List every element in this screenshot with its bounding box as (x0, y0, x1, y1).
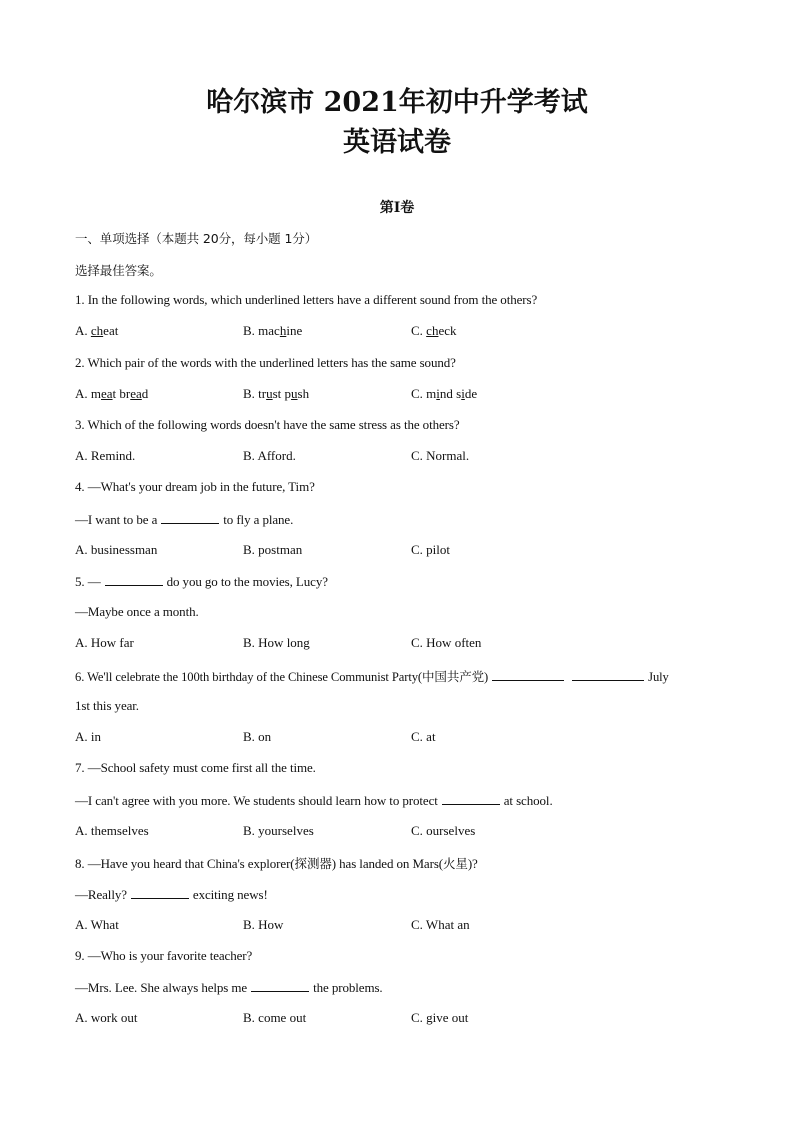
question-6-option-a: A. in (75, 729, 101, 744)
question-9-option-c: C. give out (411, 1010, 469, 1025)
question-9-option-a: A. work out (75, 1010, 138, 1025)
exam-title: 哈尔滨市 2021年初中升学考试 (206, 87, 588, 118)
section-label: 第I卷 (379, 200, 415, 216)
answer-blank[interactable] (492, 668, 564, 681)
question-7-line-1: 7. —School safety must come first all the time. (75, 760, 316, 775)
question-8-option-a: A. What (75, 917, 119, 932)
question-9-option-b: B. come out (243, 1010, 307, 1025)
question-4-option-c: C. pilot (411, 542, 451, 557)
answer-blank[interactable] (131, 886, 189, 899)
answer-blank[interactable] (572, 668, 644, 681)
part-instruction: 选择最佳答案。 (75, 263, 162, 278)
answer-blank[interactable] (442, 792, 500, 805)
question-9-line-1: 9. —Who is your favorite teacher? (75, 948, 253, 963)
question-2-option-b: B. trust push (243, 386, 310, 401)
question-9-line-2: —Mrs. Lee. She always helps me the problems. (75, 980, 383, 995)
question-3-stem: 3. Which of the following words doesn't have the same stress as the others? (75, 417, 460, 432)
question-3-option-a: A. Remind. (75, 448, 136, 463)
question-6-line-1: 6. We'll celebrate the 100th birthday of the Chinese Communist Party(中国共产党) July (75, 669, 669, 684)
question-7-option-c: C. ourselves (411, 823, 476, 838)
question-5-line-2: —Maybe once a month. (75, 604, 199, 619)
question-8-line-1: 8. —Have you heard that China's explorer(探测器) has landed on Mars(火星)? (75, 856, 478, 871)
answer-blank[interactable] (105, 573, 163, 586)
question-7-line-2: —I can't agree with you more. We students should learn how to protect at school. (75, 793, 553, 808)
question-7-option-a: A. themselves (75, 823, 149, 838)
question-2-option-c: C. mind side (411, 386, 478, 401)
question-6-option-c: C. at (411, 729, 436, 744)
question-4-option-b: B. postman (243, 542, 303, 557)
question-4-line-1: 4. —What's your dream job in the future, Tim? (75, 479, 315, 494)
question-5-line-1: 5. — do you go to the movies, Lucy? (75, 574, 328, 589)
question-8-option-b: B. How (243, 917, 284, 932)
question-2-stem: 2. Which pair of the words with the underlined letters has the same sound? (75, 355, 456, 370)
question-5-option-b: B. How long (243, 635, 310, 650)
answer-blank[interactable] (251, 979, 309, 992)
question-5-option-a: A. How far (75, 635, 134, 650)
question-6-option-b: B. on (243, 729, 272, 744)
question-1-option-a: A. cheat (75, 323, 119, 338)
part-heading: 一、单项选择（本题共 20分，每小题 1分） (75, 231, 318, 246)
question-5-option-c: C. How often (411, 635, 482, 650)
question-6-line-2: 1st this year. (75, 698, 139, 713)
question-4-line-2: —I want to be a to fly a plane. (75, 512, 294, 527)
question-3-option-c: C. Normal. (411, 448, 470, 463)
question-3-option-b: B. Afford. (243, 448, 296, 463)
question-7-option-b: B. yourselves (243, 823, 314, 838)
question-4-option-a: A. businessman (75, 542, 158, 557)
question-1-option-c: C. check (411, 323, 457, 338)
question-8-option-c: C. What an (411, 917, 470, 932)
question-8-line-2: —Really? exciting news! (75, 887, 268, 902)
question-1-option-b: B. machine (243, 323, 303, 338)
exam-subtitle: 英语试卷 (343, 127, 451, 158)
question-2-option-a: A. meat bread (75, 386, 149, 401)
answer-blank[interactable] (161, 511, 219, 524)
question-1-stem: 1. In the following words, which underlined letters have a different sound from the others? (75, 292, 538, 307)
